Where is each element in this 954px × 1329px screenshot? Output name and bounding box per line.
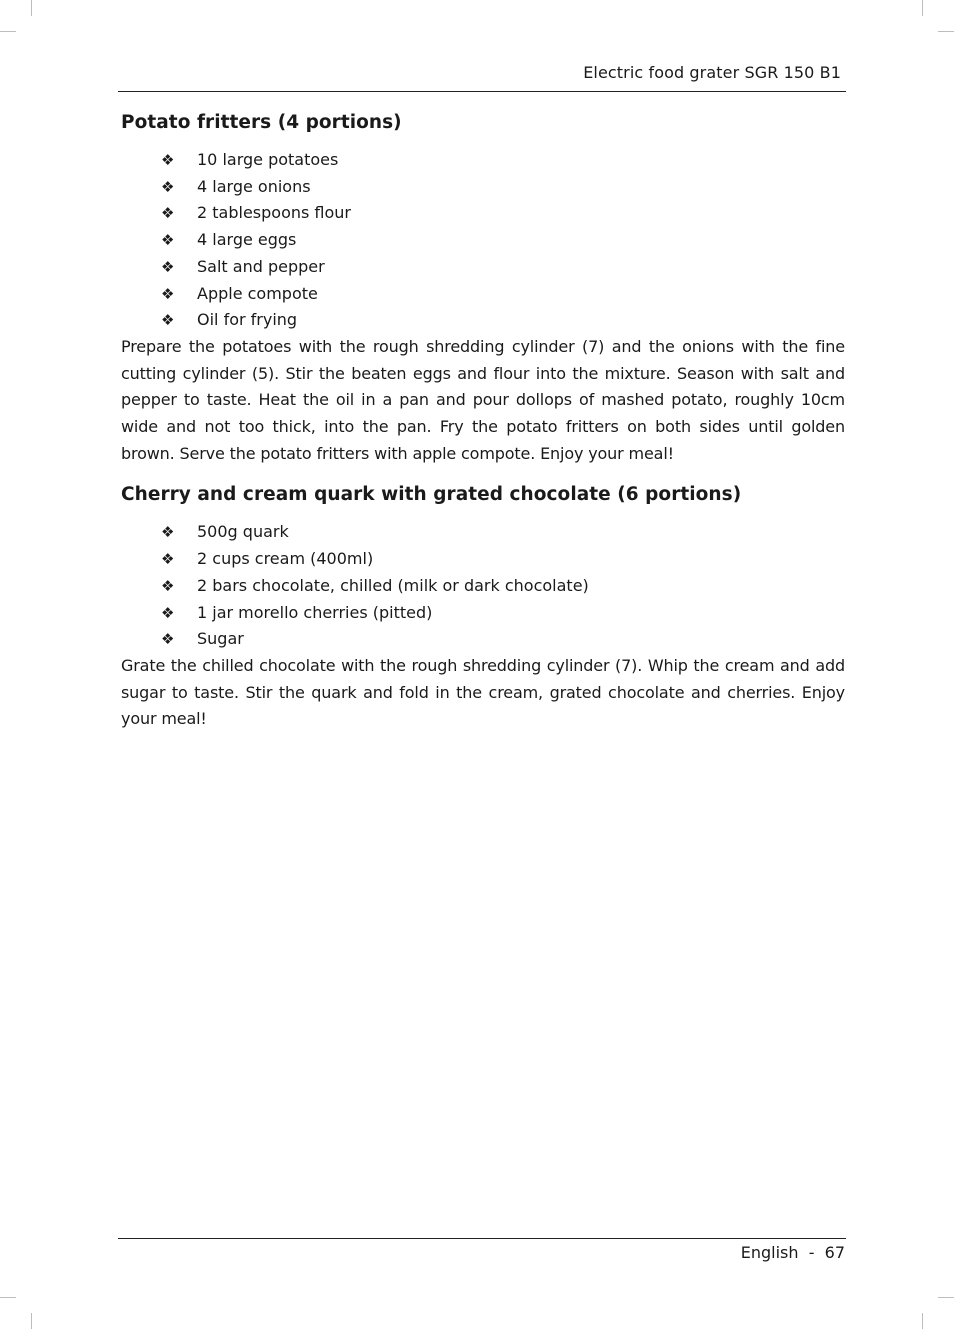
four-diamond-bullet-icon: ❖ — [161, 603, 175, 622]
crop-mark — [0, 31, 16, 32]
footer-rule — [118, 1238, 846, 1239]
ingredient-item: ❖ 2 bars chocolate, chilled (milk or dark chocolate) — [121, 573, 845, 600]
four-diamond-bullet-icon: ❖ — [161, 630, 175, 649]
recipe-cherry-cream-quark — [121, 484, 845, 733]
ingredient-item: ❖ 2 tablespoons flour — [121, 200, 845, 227]
crop-mark — [31, 0, 32, 16]
header-rule — [118, 91, 846, 92]
ingredient-item: ❖ Oil for frying — [121, 307, 845, 334]
ingredient-item: ❖ Salt and pepper — [121, 254, 845, 281]
crop-mark — [938, 1297, 954, 1298]
recipe-potato-fritters — [121, 112, 845, 467]
four-diamond-bullet-icon: ❖ — [161, 311, 175, 330]
ingredient-item: ❖ 1 jar morello cherries (pitted) — [121, 600, 845, 627]
page-footer — [741, 1243, 845, 1262]
crop-mark — [0, 1297, 16, 1298]
page-number: 67 — [824, 1243, 845, 1262]
ingredient-list — [121, 147, 845, 334]
recipe-heading: Cherry and cream quark with grated chocolate (6 portions) — [121, 484, 742, 506]
recipe-heading: Potato fritters (4 portions) — [121, 112, 402, 133]
four-diamond-bullet-icon: ❖ — [161, 177, 175, 196]
ingredient-item: ❖ 4 large eggs — [121, 227, 845, 254]
crop-mark — [922, 1313, 923, 1329]
running-header: Electric food grater SGR 150 B1 — [583, 63, 841, 82]
ingredient-item: ❖ Apple compote — [121, 281, 845, 308]
crop-mark — [922, 0, 923, 16]
crop-mark — [938, 31, 954, 32]
ingredient-item: ❖ 10 large potatoes — [121, 147, 845, 174]
ingredient-item: ❖ 500g quark — [121, 519, 845, 546]
four-diamond-bullet-icon: ❖ — [161, 576, 175, 595]
four-diamond-bullet-icon: ❖ — [161, 257, 175, 276]
ingredient-item: ❖ 2 cups cream (400ml) — [121, 546, 845, 573]
footer-separator: - — [808, 1243, 815, 1262]
four-diamond-bullet-icon: ❖ — [161, 284, 175, 303]
ingredient-list — [121, 519, 845, 653]
four-diamond-bullet-icon: ❖ — [161, 204, 175, 223]
footer-language: English — [740, 1243, 799, 1262]
four-diamond-bullet-icon: ❖ — [161, 550, 175, 569]
ingredient-item: ❖ Sugar — [121, 626, 845, 653]
four-diamond-bullet-icon: ❖ — [161, 231, 175, 250]
crop-mark — [31, 1313, 32, 1329]
recipe-instructions: Prepare the potatoes with the rough shredding cylinder (7) and the onions with the fine cutting cylinder (5). Stir the beaten eggs and flour into the mixture. Season with salt and pepper to taste. Heat the oil in a pan and pour dollops of mashed potato, roughly 10cm wide and not too thick, into the pan. Fry the potato fritters on both sides until golden brown. Serve the potato fritters with apple compote. Enjoy your meal! — [121, 336, 845, 463]
ingredient-item: ❖ 4 large onions — [121, 174, 845, 201]
page-content — [121, 112, 845, 733]
four-diamond-bullet-icon: ❖ — [161, 151, 175, 169]
recipe-instructions: Grate the chilled chocolate with the rough shredding cylinder (7). Whip the cream and add sugar to taste. Stir the quark and fold in the cream, grated chocolate and cherries. Enjoy your meal! — [121, 655, 845, 729]
four-diamond-bullet-icon: ❖ — [161, 523, 175, 542]
